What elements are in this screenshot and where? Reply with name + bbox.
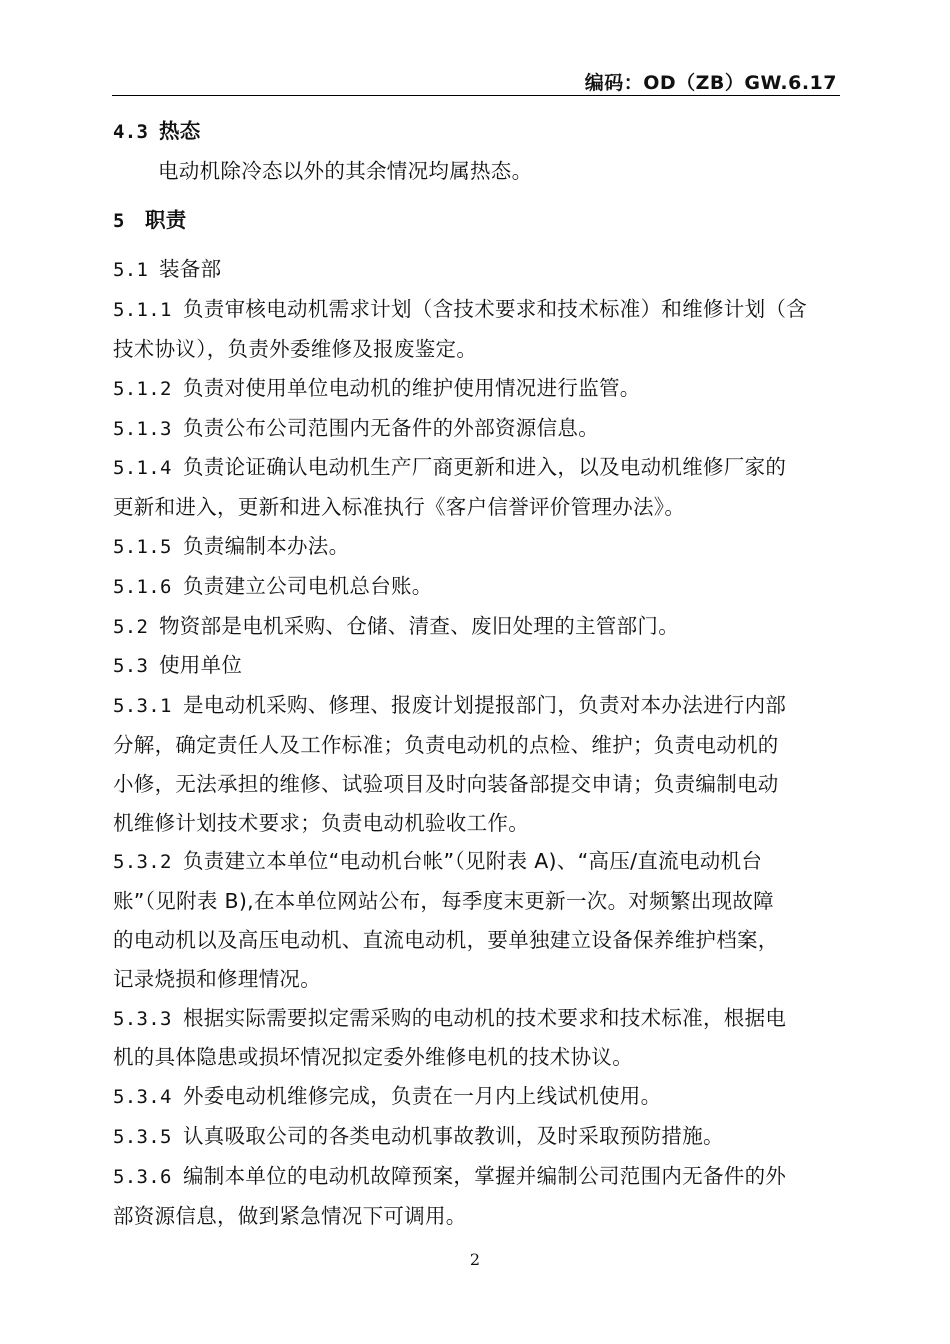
heading-5-1: 5.1 装备部 [113, 257, 222, 282]
item-5-1-2: 5.1.2 负责对使用单位电动机的维护使用情况进行监管。 [113, 375, 641, 400]
item-5-3-2-cont: 账”（见附表 B),在本单位网站公布，每季度末更新一次。对频繁出现故障 [113, 889, 774, 914]
item-5-3-6: 5.3.6 编制本单位的电动机故障预案，掌握并编制公司范围内无备件的外 [113, 1163, 787, 1188]
page-number: 2 [469, 1250, 481, 1269]
item-5-1-4: 5.1.4 负责论证确认电动机生产厂商更新和进入，以及电动机维修厂家的 [113, 455, 787, 480]
item-5-3-6-cont: 部资源信息，做到紧急情况下可调用。 [113, 1203, 467, 1228]
item-5-3-2-cont2: 的电动机以及高压电动机、直流电动机，要单独建立设备保养维护档案， [113, 927, 779, 952]
item-5-3-2-cont3: 记录烧损和修理情况。 [113, 966, 321, 991]
heading-4-3: 4.3 热态 [113, 119, 201, 143]
item-5-3-2: 5.3.2 负责建立本单位“电动机台帐”（见附表 A)、“高压/直流电动机台 [113, 849, 763, 874]
item-5-2: 5.2 物资部是电机采购、仓储、清查、废旧处理的主管部门。 [113, 613, 679, 638]
item-5-1-1: 5.1.1 负责审核电动机需求计划（含技术要求和技术标准）和维修计划（含 [113, 297, 807, 322]
item-5-3-1-cont2: 小修，无法承担的维修、试验项目及时向装备部提交申请；负责编制电动 [113, 771, 779, 796]
item-5-1-6: 5.1.6 负责建立公司电机总台账。 [113, 573, 433, 598]
item-5-1-3: 5.1.3 负责公布公司范围内无备件的外部资源信息。 [113, 415, 599, 440]
item-5-3-5: 5.3.5 认真吸取公司的各类电动机事故教训，及时采取预防措施。 [113, 1123, 724, 1148]
paragraph-hot-state: 电动机除冷态以外的其余情况均属热态。 [158, 158, 533, 183]
item-5-3-1-cont3: 机维修计划技术要求；负责电动机验收工作。 [113, 810, 529, 835]
heading-5-3: 5.3 使用单位 [113, 653, 243, 678]
item-5-3-3-cont: 机的具体隐患或损坏情况拟定委外维修电机的技术协议。 [113, 1045, 633, 1070]
item-5-1-5: 5.1.5 负责编制本办法。 [113, 533, 350, 558]
header-divider [112, 95, 840, 96]
heading-5: 5 职责 [113, 207, 187, 232]
item-5-3-1-cont: 分解，确定责任人及工作标准；负责电动机的点检、维护；负责电动机的 [113, 732, 779, 757]
document-body [113, 112, 840, 1235]
item-5-3-4: 5.3.4 外委电动机维修完成，负责在一月内上线试机使用。 [113, 1084, 662, 1109]
item-5-1-1-cont: 技术协议），负责外委维修及报废鉴定。 [113, 336, 478, 361]
item-5-3-3: 5.3.3 根据实际需要拟定需采购的电动机的技术要求和技术标准，根据电 [113, 1005, 787, 1030]
item-5-3-1: 5.3.1 是电动机采购、修理、报废计划提报部门，负责对本办法进行内部 [113, 693, 787, 718]
document-code: 编码：OD（ZB）GW.6.17 [584, 72, 837, 94]
item-5-1-4-cont: 更新和进入，更新和进入标准执行《客户信誉评价管理办法》。 [113, 495, 686, 520]
